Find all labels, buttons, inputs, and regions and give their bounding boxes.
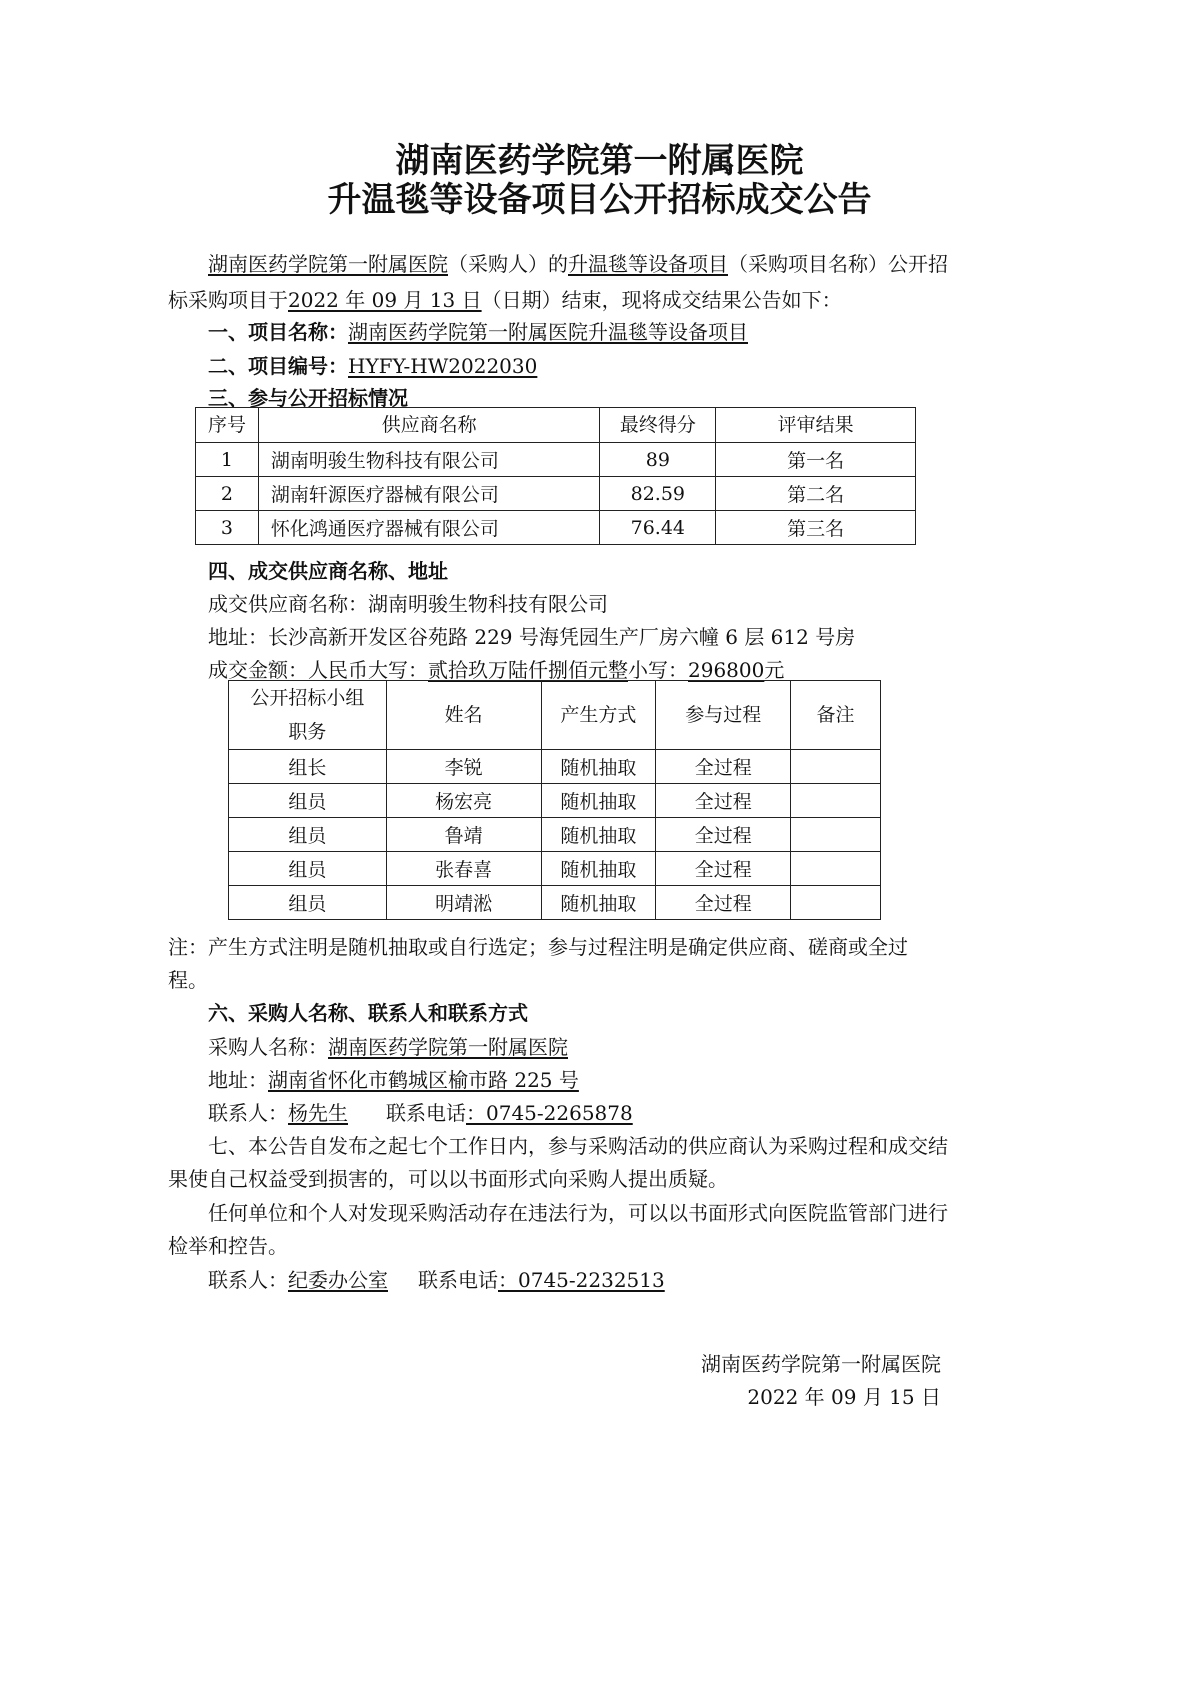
title-line-2: 升温毯等设备项目公开招标成交公告 — [327, 180, 872, 220]
panel_table-cell: 明靖淞 — [386, 886, 541, 920]
panel_table-cell: 杨宏亮 — [386, 784, 541, 818]
panel_table-cell: 全过程 — [656, 818, 791, 852]
section-2-label: 二、项目编号： — [208, 354, 348, 378]
purchaser-contact — [208, 1097, 633, 1126]
winner-address: 地址：长沙高新开发区谷苑路 229 号海凭园生产厂房六幢 6 层 612 号房 — [208, 625, 856, 649]
bid_table-cell: 怀化鸿通医疗器械有限公司 — [258, 511, 599, 545]
signature-date: 2022 年 09 月 15 日 — [747, 1385, 941, 1409]
section-1-label: 一、项目名称： — [208, 320, 348, 344]
panel_table-cell: 全过程 — [656, 750, 791, 784]
intro-purchaser-note: （采购人）的 — [448, 252, 568, 276]
intro-project: 升温毯等设备项目 — [568, 252, 728, 276]
purchaser-address-label: 地址： — [208, 1068, 268, 1092]
panel_table-cell: 随机抽取 — [541, 750, 656, 784]
section-8-line-1: 任何单位和个人对发现采购活动存在违法行为，可以以书面形式向医院监管部门进行 — [208, 1201, 948, 1225]
panel_table-row — [229, 750, 881, 784]
intro-line-1 — [208, 248, 948, 277]
panel_table-cell: 组员 — [229, 784, 387, 818]
intro-line-2 — [168, 284, 842, 313]
bid_table-cell: 第二名 — [716, 477, 916, 511]
section-1 — [208, 316, 748, 345]
panel_table-cell: 随机抽取 — [541, 818, 656, 852]
panel_table-cell: 组员 — [229, 886, 387, 920]
intro-line2-b: （日期）结束，现将成交结果公告如下： — [481, 288, 842, 312]
section-3-label: 三、参与公开招标情况 — [208, 386, 408, 410]
section-7-line-2: 果使自己权益受到损害的，可以以书面形式向采购人提出质疑。 — [168, 1167, 728, 1191]
amount-lower: 296800 — [688, 658, 765, 682]
amount-unit: 元 — [764, 658, 785, 682]
bid_table-header-cell: 供应商名称 — [258, 408, 599, 443]
panel_table-cell: 组员 — [229, 818, 387, 852]
bid_table-header-cell: 序号 — [196, 408, 259, 443]
bid_table-header-cell: 评审结果 — [716, 408, 916, 443]
bid_table-header-cell: 最终得分 — [600, 408, 716, 443]
panel_table-cell: 随机抽取 — [541, 886, 656, 920]
bid_table-cell: 1 — [196, 443, 259, 477]
purchaser-phone-label: 联系电话 — [386, 1101, 466, 1125]
bid_table-cell: 2 — [196, 477, 259, 511]
section-4-label: 四、成交供应商名称、地址 — [208, 559, 448, 583]
amount-upper: 贰拾玖万陆仟捌佰元整 — [428, 658, 628, 682]
bid_table-header-row — [196, 408, 916, 443]
panel_table-header-cell: 产生方式 — [541, 681, 656, 750]
bid_table-row — [196, 443, 916, 477]
panel_table-cell — [791, 818, 881, 852]
section-8-line-2: 检举和控告。 — [168, 1234, 288, 1258]
intro-date: 2022 年 09 月 13 日 — [288, 288, 482, 312]
purchaser-contact-value: 杨先生 — [288, 1101, 348, 1125]
intro-line2-a: 标采购项目于 — [168, 288, 288, 312]
panel_table-cell: 全过程 — [656, 886, 791, 920]
panel_table-cell: 组长 — [229, 750, 387, 784]
bid_table-cell: 湖南轩源医疗器械有限公司 — [258, 477, 599, 511]
panel_table-cell: 全过程 — [656, 852, 791, 886]
bid_table-cell: 76.44 — [600, 511, 716, 545]
panel_table-row — [229, 784, 881, 818]
purchaser-address-value: 湖南省怀化市鹤城区榆市路 225 号 — [268, 1068, 579, 1092]
oversight-contact — [208, 1264, 665, 1293]
signature-org: 湖南医药学院第一附属医院 — [701, 1352, 941, 1376]
bid-table — [195, 407, 916, 545]
note-line-2: 程。 — [168, 968, 208, 992]
panel_table-cell — [791, 886, 881, 920]
bid_table-cell: 82.59 — [600, 477, 716, 511]
intro-project-note: （采购项目名称）公开招 — [728, 252, 948, 276]
oversight-phone-value: ：0745-2232513 — [498, 1268, 665, 1292]
bid_table-cell: 第三名 — [716, 511, 916, 545]
panel_table-header-cell: 参与过程 — [656, 681, 791, 750]
section-2-value: HYFY-HW2022030 — [348, 354, 538, 378]
panel_table-header-cell: 姓名 — [386, 681, 541, 750]
bid_table-cell: 湖南明骏生物科技有限公司 — [258, 443, 599, 477]
panel_table-cell — [791, 784, 881, 818]
purchaser-name — [208, 1031, 568, 1060]
section-2 — [208, 350, 537, 379]
intro-purchaser: 湖南医药学院第一附属医院 — [208, 252, 448, 276]
bid_table-cell: 89 — [600, 443, 716, 477]
panel_table-header-cell: 备注 — [791, 681, 881, 750]
winner-amount — [208, 654, 784, 683]
oversight-contact-label: 联系人： — [208, 1268, 288, 1292]
oversight-contact-value: 纪委办公室 — [288, 1268, 388, 1292]
note-line-1: 注：产生方式注明是随机抽取或自行选定；参与过程注明是确定供应商、磋商或全过 — [168, 935, 908, 959]
panel_table-row — [229, 886, 881, 920]
oversight-phone-label: 联系电话 — [418, 1268, 498, 1292]
purchaser-name-value: 湖南医药学院第一附属医院 — [328, 1035, 568, 1059]
amount-lower-label: 小写： — [628, 658, 688, 682]
panel_table-row — [229, 852, 881, 886]
section-1-value: 湖南医药学院第一附属医院升温毯等设备项目 — [348, 320, 748, 344]
panel_table-cell: 全过程 — [656, 784, 791, 818]
bid_table-cell: 3 — [196, 511, 259, 545]
purchaser-contact-label: 联系人： — [208, 1101, 288, 1125]
panel_table-row — [229, 818, 881, 852]
panel_table-cell: 组员 — [229, 852, 387, 886]
panel_table-cell — [791, 852, 881, 886]
purchaser-phone-value: ：0745-2265878 — [466, 1101, 633, 1125]
bid_table-row — [196, 511, 916, 545]
panel_table-header-row — [229, 681, 881, 750]
bid_table-row — [196, 477, 916, 511]
section-7-line-1: 七、本公告自发布之起七个工作日内，参与采购活动的供应商认为采购过程和成交结 — [208, 1134, 948, 1158]
panel_table-cell: 随机抽取 — [541, 784, 656, 818]
winner-name: 成交供应商名称：湖南明骏生物科技有限公司 — [208, 592, 608, 616]
panel-table — [228, 680, 881, 920]
panel_table-cell: 张春喜 — [386, 852, 541, 886]
section-6-label: 六、采购人名称、联系人和联系方式 — [208, 1001, 528, 1025]
amount-label: 成交金额：人民币大写： — [208, 658, 428, 682]
purchaser-name-label: 采购人名称： — [208, 1035, 328, 1059]
panel_table-cell: 鲁靖 — [386, 818, 541, 852]
panel_table-cell: 李锐 — [386, 750, 541, 784]
title-line-1: 湖南医药学院第一附属医院 — [395, 141, 804, 181]
panel_table-cell — [791, 750, 881, 784]
panel_table-header-cell: 公开招标小组 职务 — [229, 681, 387, 750]
bid_table-cell: 第一名 — [716, 443, 916, 477]
purchaser-address — [208, 1064, 579, 1093]
panel_table-cell: 随机抽取 — [541, 852, 656, 886]
